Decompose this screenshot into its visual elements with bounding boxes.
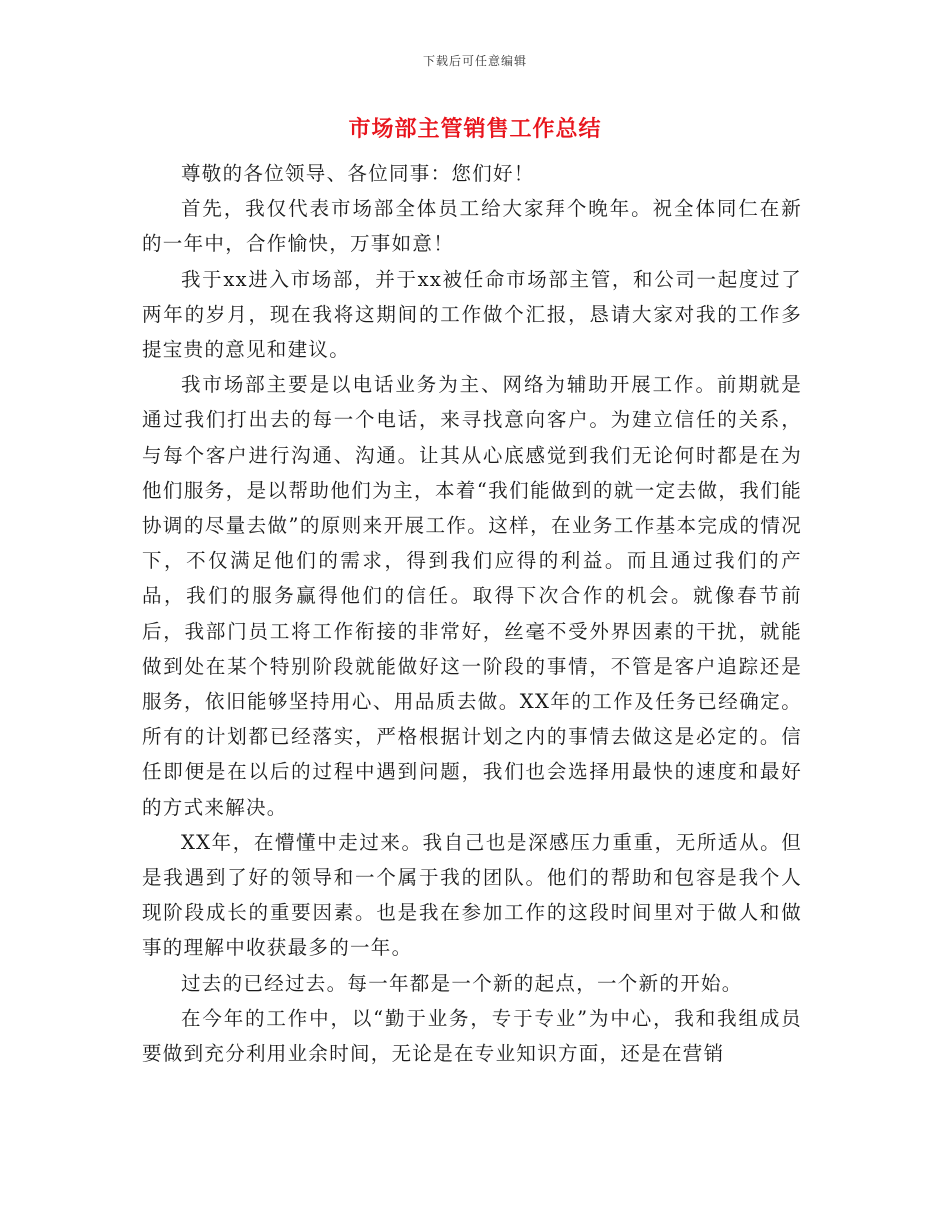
paragraph-introduction: 我于xx进入市场部，并于xx被任命市场部主管，和公司一起度过了两年的岁月，现在我将这期间的工作做个汇报，恳请大家对我的工作多提宝贵的意见和建议。 xyxy=(142,267,802,362)
paragraph-greeting: 尊敬的各位领导、各位同事：您们好！ xyxy=(181,162,535,185)
paragraph-new-start: 过去的已经过去。每一年都是一个新的起点，一个新的开始。 xyxy=(181,971,743,995)
document-title: 市场部主管销售工作总结 xyxy=(348,116,602,142)
paragraph-new-year-wishes: 首先，我仅代表市场部全体员工给大家拜个晚年。祝全体同仁在新的一年中，合作愉快，万事如意！ xyxy=(142,197,802,256)
document-body xyxy=(142,156,802,1071)
paragraph-reflection: XX年，在懵懂中走过来。我自己也是深感压力重重，无所适从。但是我遇到了好的领导和一个属于我的团队。他们的帮助和包容是我个人现阶段成长的重要因素。也是我在参加工作的这段时间里对于做人和做事的理解中收获最多的一年。 xyxy=(142,830,802,960)
paragraph-this-year-plan: 在今年的工作中，以“勤于业务，专于专业”为中心，我和我组成员要做到充分利用业余时间，无论是在专业知识方面，还是在营销 xyxy=(142,1006,802,1066)
header-note: 下载后可任意编辑 xyxy=(422,54,527,68)
paragraph-work-approach: 我市场部主要是以电话业务为主、网络为辅助开展工作。前期就是通过我们打出去的每一个电话，来寻找意向客户。为建立信任的关系，与每个客户进行沟通、沟通。让其从心底感觉到我们无论何时都是在为他们服务，是以帮助他们为主，本着“我们能做到的就一定去做，我们能协调的尽量去做”的原则来开展工作。这样，在业务工作基本完成的情况下，不仅满足他们的需求，得到我们应得的利益。而且通过我们的产品，我们的服务赢得他们的信任。取得下次合作的机会。就像春节前后，我部门员工将工作衔接的非常好，丝毫不受外界因素的干扰，就能做到处在某个特别阶段就能做好这一阶段的事情，不管是客户追踪还是服务，依旧能够坚持用心、用品质去做。XX年的工作及任务已经确定。所有的计划都已经落实，严格根据计划之内的事情去做这是必定的。信任即便是在以后的过程中遇到问题，我们也会选择用最快的速度和最好的方式来解决。 xyxy=(142,373,802,819)
